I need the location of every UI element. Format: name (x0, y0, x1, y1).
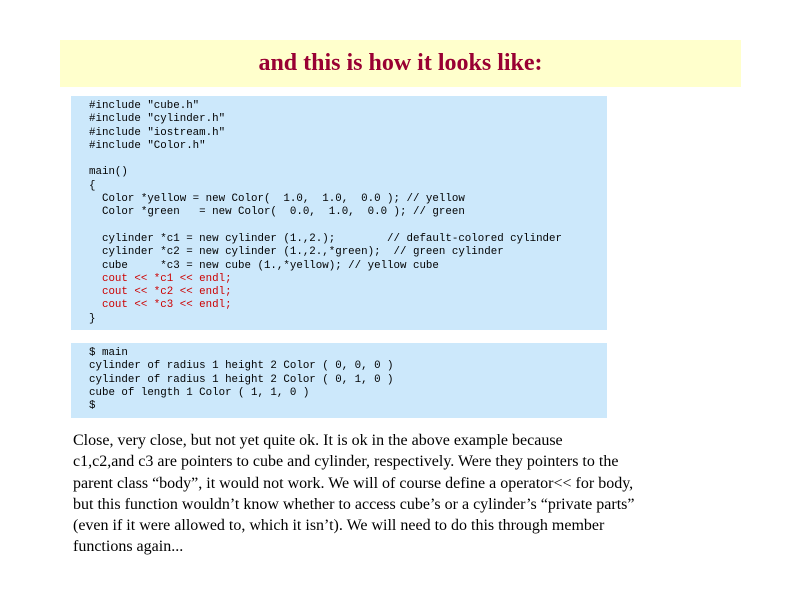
output-line: cylinder of radius 1 height 2 Color ( 0, 0, 0 ) (89, 360, 394, 373)
paragraph-line: but this function wouldn’t know whether to access cube’s or a cylinder’s “private parts” (73, 495, 635, 513)
code-line: cylinder *c2 = new cylinder (1.,2.,*green); // green cylinder (89, 246, 504, 259)
slide-title: and this is how it looks like: (258, 50, 543, 76)
code-line: main() (89, 166, 128, 179)
code-line: #include "iostream.h" (89, 126, 226, 139)
paragraph-line: c1,c2,and c3 are pointers to cube and cylinder, respectively. Were they pointers to the (73, 453, 619, 471)
code-line: cylinder *c1 = new cylinder (1.,2.); // default-colored cylinder (89, 232, 562, 245)
code-line-highlighted: cout << *c1 << endl; (89, 272, 232, 285)
paragraph-line: (even if it were allowed to, which it isn’t). We will need to do this through member (73, 517, 605, 535)
paragraph-line: parent class “body”, it would not work. We will of course define a operator<< for body, (73, 474, 634, 492)
output-line: $ (89, 400, 96, 413)
paragraph-line: Close, very close, but not yet quite ok. It is ok in the above example because (73, 432, 563, 449)
output-line: $ main (89, 347, 128, 359)
code-line: Color *green = new Color( 0.0, 1.0, 0.0 ); // green (89, 206, 465, 219)
code-line: #include "cube.h" (89, 100, 200, 112)
paragraph-line: functions again... (73, 538, 184, 556)
code-line: cube *c3 = new cube (1.,*yellow); // yellow cube (89, 259, 439, 272)
code-line (89, 153, 607, 166)
code-line: { (89, 179, 96, 192)
code-line: #include "Color.h" (89, 139, 206, 152)
output-line: cylinder of radius 1 height 2 Color ( 0, 1, 0 ) (89, 373, 394, 386)
explanation-paragraph (73, 430, 733, 558)
program-output-block (71, 343, 607, 418)
code-line: Color *yellow = new Color( 1.0, 1.0, 0.0 ); // yellow (89, 193, 465, 206)
code-line-highlighted: cout << *c2 << endl; (89, 286, 232, 299)
code-line: #include "cylinder.h" (89, 113, 226, 126)
slide-title-bar (60, 40, 741, 87)
code-line (89, 220, 607, 233)
output-line: cube of length 1 Color ( 1, 1, 0 ) (89, 386, 310, 399)
code-line-highlighted: cout << *c3 << endl; (89, 299, 232, 312)
source-code-block (71, 96, 607, 330)
code-line: } (89, 312, 96, 325)
